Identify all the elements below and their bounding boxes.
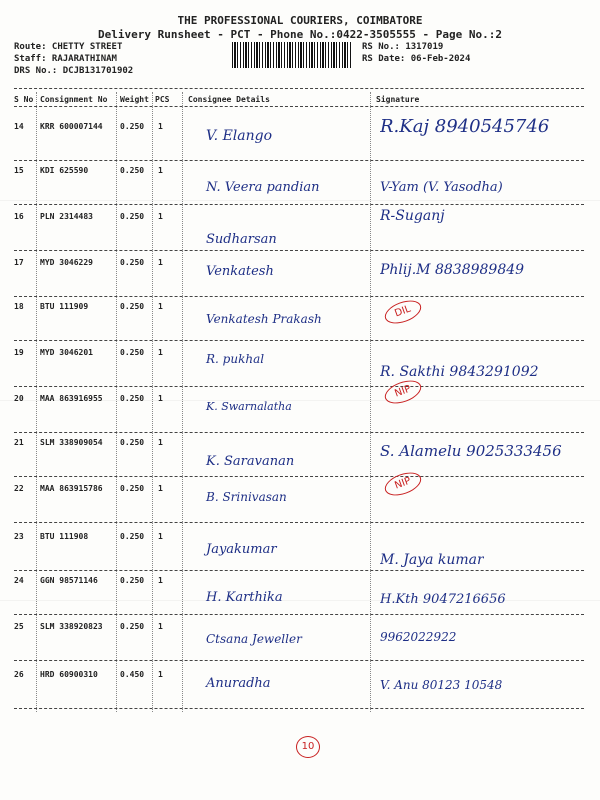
col-pcs: PCS — [155, 95, 170, 104]
row-signature-handwriting: S. Alamelu 9025333456 — [380, 442, 562, 460]
row-divider — [14, 340, 584, 341]
row-pcs: 1 — [158, 438, 163, 447]
row-pcs: 1 — [158, 670, 163, 679]
row-pcs: 1 — [158, 622, 163, 631]
row-consignment-no: MYD 3046201 — [40, 348, 93, 357]
row-consignment-no: BTU 111909 — [40, 302, 89, 311]
row-weight: 0.250 — [120, 348, 145, 357]
row-status-stamp: NIP — [382, 468, 425, 500]
divider — [14, 106, 584, 107]
row-divider — [14, 614, 584, 615]
barcode-image — [232, 42, 352, 68]
divider — [14, 88, 584, 89]
col-weight: Weight — [120, 95, 149, 104]
row-divider — [14, 432, 584, 433]
row-consignee-handwriting: Venkatesh — [206, 264, 274, 279]
row-sno: 23 — [14, 532, 24, 541]
rs-date: RS Date: 06-Feb-2024 — [362, 54, 471, 64]
row-consignee-handwriting: Sudharsan — [206, 232, 277, 247]
staff-label: Staff: RAJARATHINAM — [14, 54, 117, 64]
row-divider — [14, 386, 584, 387]
col-signature: Signature — [376, 95, 420, 104]
row-consignment-no: KRR 600007144 — [40, 122, 103, 131]
row-divider — [14, 250, 584, 251]
column-rule — [116, 92, 117, 712]
row-consignment-no: BTU 111908 — [40, 532, 89, 541]
row-divider — [14, 708, 584, 709]
page-count-mark: 10 — [296, 736, 320, 758]
row-consignee-handwriting: K. Swarnalatha — [206, 400, 292, 413]
row-consignment-no: SLM 338920823 — [40, 622, 103, 631]
row-sno: 24 — [14, 576, 24, 585]
row-sno: 22 — [14, 484, 24, 493]
row-weight: 0.250 — [120, 394, 145, 403]
row-signature-handwriting: V-Yam (V. Yasodha) — [380, 180, 503, 195]
row-sno: 14 — [14, 122, 24, 131]
row-pcs: 1 — [158, 532, 163, 541]
row-consignee-handwriting: Ctsana Jeweller — [206, 632, 302, 646]
row-pcs: 1 — [158, 576, 163, 585]
row-weight: 0.250 — [120, 484, 145, 493]
rs-number: RS No.: 1317019 — [362, 42, 444, 52]
row-sno: 21 — [14, 438, 24, 447]
row-weight: 0.250 — [120, 166, 145, 175]
row-signature-handwriting: R.Kaj 8940545746 — [380, 116, 550, 137]
row-pcs: 1 — [158, 258, 163, 267]
row-consignee-handwriting: B. Srinivasan — [206, 490, 287, 504]
row-pcs: 1 — [158, 122, 163, 131]
row-consignee-handwriting: Anuradha — [206, 676, 271, 691]
paper-fold — [0, 600, 600, 601]
row-signature-handwriting: 9962022922 — [380, 630, 457, 644]
row-consignee-handwriting: R. pukhal — [206, 352, 265, 366]
drs-number: DRS No.: DCJB131701902 — [14, 66, 134, 76]
row-consignee-handwriting: Jayakumar — [206, 542, 277, 557]
column-rule — [370, 92, 371, 712]
row-weight: 0.250 — [120, 532, 145, 541]
row-sno: 17 — [14, 258, 24, 267]
row-signature-handwriting: M. Jaya kumar — [380, 552, 484, 568]
row-consignee-handwriting: Venkatesh Prakash — [206, 312, 322, 326]
col-sno: S No — [14, 95, 34, 104]
row-weight: 0.250 — [120, 258, 145, 267]
runsheet-subtitle: Delivery Runsheet - PCT - Phone No.:0422-3505555 - Page No.:2 — [98, 28, 502, 41]
row-consignment-no: MYD 3046229 — [40, 258, 93, 267]
row-consignee-handwriting: K. Saravanan — [206, 454, 295, 469]
row-sno: 18 — [14, 302, 24, 311]
row-sno: 15 — [14, 166, 24, 175]
row-weight: 0.250 — [120, 438, 145, 447]
col-consignment: Consignment No — [40, 95, 108, 104]
row-pcs: 1 — [158, 166, 163, 175]
row-signature-handwriting: V. Anu 80123 10548 — [380, 678, 503, 692]
row-divider — [14, 160, 584, 161]
company-title: THE PROFESSIONAL COURIERS, COIMBATORE — [177, 14, 423, 27]
row-consignment-no: PLN 2314483 — [40, 212, 93, 221]
row-consignment-no: MAA 863915786 — [40, 484, 103, 493]
row-weight: 0.250 — [120, 122, 145, 131]
row-divider — [14, 204, 584, 205]
row-pcs: 1 — [158, 302, 163, 311]
column-rule — [36, 92, 37, 712]
row-divider — [14, 660, 584, 661]
row-signature-handwriting: H.Kth 9047216656 — [380, 592, 506, 607]
row-weight: 0.250 — [120, 212, 145, 221]
row-weight: 0.250 — [120, 622, 145, 631]
row-consignee-handwriting: H. Karthika — [206, 590, 283, 605]
row-pcs: 1 — [158, 394, 163, 403]
row-pcs: 1 — [158, 212, 163, 221]
row-sno: 19 — [14, 348, 24, 357]
row-consignment-no: SLM 338909054 — [40, 438, 103, 447]
row-sno: 20 — [14, 394, 24, 403]
column-rule — [152, 92, 153, 712]
row-consignment-no: KDI 625590 — [40, 166, 89, 175]
row-signature-handwriting: Phlij.M 8838989849 — [380, 262, 525, 278]
row-sno: 26 — [14, 670, 24, 679]
row-signature-handwriting: R-Suganj — [380, 208, 445, 224]
row-divider — [14, 570, 584, 571]
row-consignee-handwriting: V. Elango — [206, 128, 273, 144]
row-pcs: 1 — [158, 484, 163, 493]
row-status-stamp: NIP — [382, 376, 425, 408]
col-consignee: Consignee Details — [188, 95, 270, 104]
row-consignee-handwriting: N. Veera pandian — [206, 180, 320, 195]
row-consignment-no: MAA 863916955 — [40, 394, 103, 403]
row-signature-handwriting: R. Sakthi 9843291092 — [380, 364, 539, 380]
paper-fold — [0, 200, 600, 201]
route-label: Route: CHETTY STREET — [14, 42, 123, 52]
row-sno: 16 — [14, 212, 24, 221]
row-weight: 0.250 — [120, 302, 145, 311]
row-consignment-no: HRD 60900310 — [40, 670, 98, 679]
row-weight: 0.250 — [120, 576, 145, 585]
row-consignment-no: GGN 98571146 — [40, 576, 98, 585]
row-divider — [14, 476, 584, 477]
row-status-stamp: DIL — [382, 296, 425, 328]
row-weight: 0.450 — [120, 670, 145, 679]
row-divider — [14, 522, 584, 523]
row-sno: 25 — [14, 622, 24, 631]
row-divider — [14, 296, 584, 297]
row-pcs: 1 — [158, 348, 163, 357]
column-rule — [182, 92, 183, 712]
